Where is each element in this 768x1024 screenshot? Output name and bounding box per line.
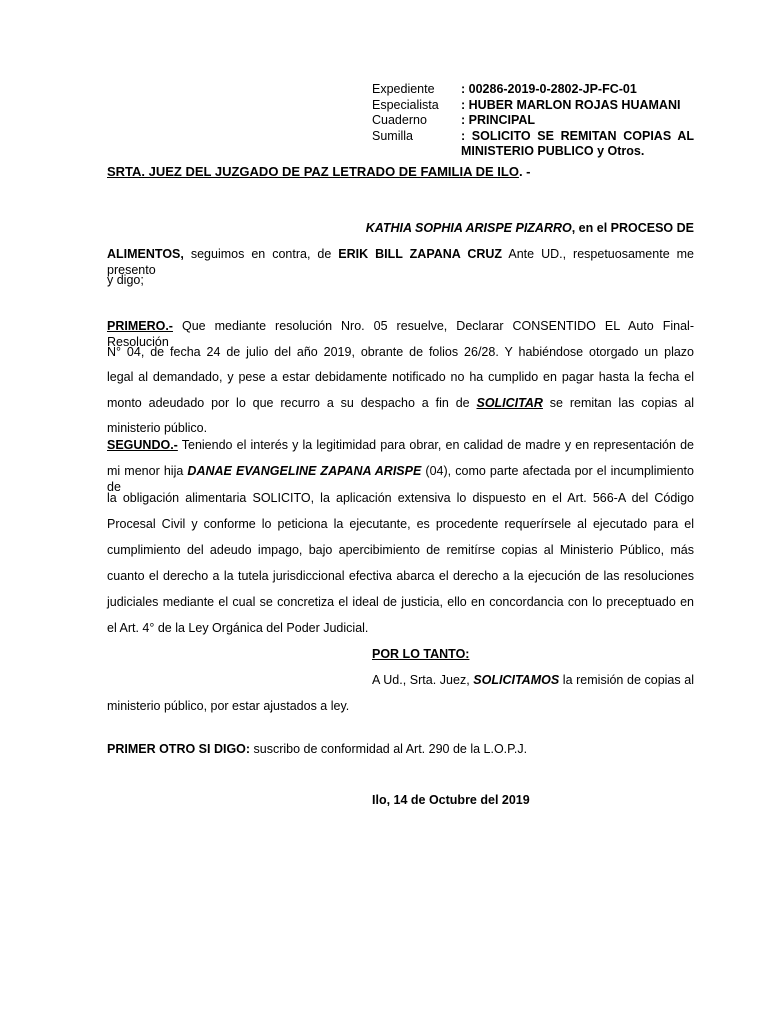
intro-line-1 — [107, 220, 694, 236]
por-lo-tanto-l1-start: A Ud., Srta. Juez, — [372, 673, 474, 687]
sumilla-value-line-2: MINISTERIO PUBLICO y Otros. — [461, 144, 645, 158]
segundo-l4: Procesal Civil y conforme lo peticiona la ejecutante, es procedente requerírsele al ejecutado para el — [107, 517, 694, 531]
primero-l4-start: monto adeudado por lo que recurro a su despacho a fin de — [107, 396, 477, 410]
primero-l2: N° 04, de fecha 24 de julio del año 2019, obrante de folios 26/28. Y habiéndose otorgado un plazo — [107, 345, 694, 359]
por-lo-tanto-heading: POR LO TANTO: — [372, 647, 470, 661]
expediente-value: : 00286-2019-0-2802-JP-FC-01 — [461, 82, 637, 96]
por-lo-tanto-line-2 — [107, 698, 694, 714]
especialista-value: : HUBER MARLON ROJAS HUAMANI — [461, 97, 681, 112]
segundo-l5: cumplimiento del adeudo impago, bajo apercibimiento de remitírse copias al Ministerio Público, más — [107, 543, 694, 557]
primero-l4-end: se remitan las copias al — [542, 396, 695, 410]
process-type-2: ALIMENTOS, — [107, 247, 184, 261]
segundo-label: SEGUNDO.- — [107, 438, 178, 452]
intro-line-3 — [107, 272, 694, 288]
addressee — [107, 164, 694, 179]
segundo-line-5 — [107, 542, 694, 558]
por-lo-tanto-line-1 — [372, 672, 694, 688]
otrosi-label: PRIMER OTRO SI DIGO: — [107, 742, 251, 756]
intro-l3: y digo; — [107, 273, 144, 287]
sumilla-value-line-1: : SOLICITO SE REMITAN COPIAS AL — [461, 128, 694, 143]
por-lo-tanto-l2: ministerio público, por estar ajustados a ley. — [107, 699, 350, 713]
primero-line-5 — [107, 420, 694, 436]
primero-line-4 — [107, 395, 694, 411]
segundo-line-7 — [107, 594, 694, 610]
defendant-name: ERIK BILL ZAPANA CRUZ — [338, 247, 503, 261]
segundo-l8: el Art. 4° de la Ley Orgánica del Poder Judicial. — [107, 621, 369, 635]
por-lo-tanto-l1-end: la remisión de copias al — [559, 673, 694, 687]
solicitar-word: SOLICITAR — [476, 396, 543, 410]
especialista-row — [372, 98, 694, 114]
segundo-line-6 — [107, 568, 694, 584]
segundo-line-3 — [107, 490, 694, 506]
sumilla-label: Sumilla — [372, 128, 413, 143]
intro-l2-end: Ante UD., respetuosamente me presento — [107, 247, 694, 277]
case-header — [372, 82, 694, 160]
addressee-text: SRTA. JUEZ DEL JUZGADO DE PAZ LETRADO DE FAMILIA DE ILO — [107, 164, 519, 179]
cuaderno-label: Cuaderno — [372, 113, 427, 127]
primero-line-2 — [107, 344, 694, 360]
solicitamos-word: SOLICITAMOS — [473, 673, 560, 687]
segundo-l6: cuanto el derecho a la tutela jurisdiccional efectiva abarca el derecho a la ejecución de las resoluciones — [107, 569, 694, 583]
primero-l3: legal al demandado, y pese a estar debidamente notificado no ha cumplido en pagar hasta la fecha el — [107, 370, 694, 384]
segundo-l2-end: (04), como parte afectada por el incumplimiento de — [107, 464, 694, 494]
segundo-line-8 — [107, 620, 694, 636]
document-date: Ilo, 14 de Octubre del 2019 — [372, 793, 530, 807]
cuaderno-row — [372, 113, 694, 129]
intro-l2-mid: seguimos en contra, de — [183, 247, 339, 261]
addressee-suffix: . - — [518, 164, 531, 179]
primero-line-3 — [107, 369, 694, 385]
process-type-1: PROCESO DE — [610, 221, 694, 235]
plaintiff-name: KATHIA SOPHIA ARISPE PIZARRO — [365, 221, 572, 235]
minor-name: DANAE EVANGELINE ZAPANA ARISPE — [187, 464, 422, 478]
segundo-l1: Teniendo el interés y la legitimidad para obrar, en calidad de madre y en representación de — [177, 438, 694, 452]
expediente-label: Expediente — [372, 82, 435, 96]
intro-l1-mid: , en el — [571, 221, 611, 235]
segundo-l7: judiciales mediante el cual se concretiza el ideal de justicia, ello en concordancia con lo preceptuado en — [107, 595, 694, 609]
primero-label: PRIMERO.- — [107, 319, 173, 333]
segundo-line-4 — [107, 516, 694, 532]
expediente-row — [372, 82, 694, 98]
otrosi-line — [107, 741, 694, 757]
segundo-l3: la obligación alimentaria SOLICITO, la aplicación extensiva lo dispuesto en el Art. 566-A del Código — [107, 491, 694, 505]
segundo-line-1 — [107, 437, 694, 453]
segundo-l2-start: mi menor hija — [107, 464, 188, 478]
cuaderno-value: : PRINCIPAL — [461, 113, 536, 127]
sumilla-row — [372, 129, 694, 145]
especialista-label: Especialista — [372, 97, 439, 112]
primero-l5: ministerio público. — [107, 421, 208, 435]
primero-l1: Que mediante resolución Nro. 05 resuelve, Declarar CONSENTIDO EL Auto Final- Resolución — [107, 319, 694, 349]
otrosi-text: suscribo de conformidad al Art. 290 de la L.O.P.J. — [250, 742, 528, 756]
